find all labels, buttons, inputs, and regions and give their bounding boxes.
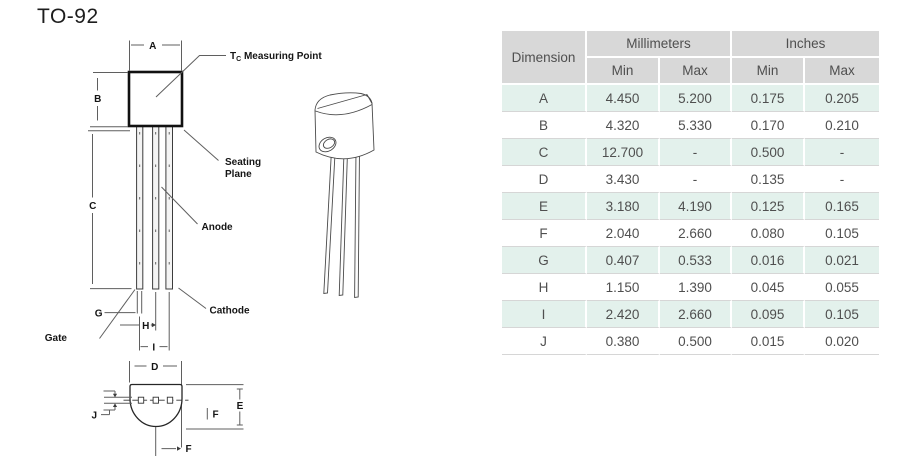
- page-title: TO-92: [37, 5, 99, 28]
- dim-label-d: D: [151, 361, 159, 373]
- cell-mm-max: 5.330: [660, 112, 732, 139]
- cell-dim: B: [502, 112, 587, 139]
- cell-mm-min: 3.430: [587, 166, 660, 193]
- cell-mm-max: 2.660: [660, 301, 732, 328]
- cell-dim: J: [502, 328, 587, 355]
- gate-label: Gate: [44, 333, 67, 344]
- gate-leader: [100, 290, 136, 339]
- cell-in-min: 0.016: [732, 247, 805, 274]
- table-row: [502, 193, 879, 220]
- cell-mm-min: 0.407: [587, 247, 660, 274]
- dim-label-j: J: [91, 410, 97, 422]
- cell-dim: A: [502, 85, 587, 112]
- cell-mm-min: 12.700: [587, 139, 660, 166]
- dim-label-i: I: [152, 342, 156, 354]
- table-row: [502, 220, 879, 247]
- table-row: [502, 274, 879, 301]
- dim-label-h: H: [142, 320, 150, 332]
- cell-dim: I: [502, 301, 587, 328]
- cell-mm-max: 1.390: [660, 274, 732, 301]
- cell-mm-max: -: [660, 166, 732, 193]
- cell-in-max: 0.105: [805, 220, 879, 247]
- cell-dim: C: [502, 139, 587, 166]
- cell-mm-min: 0.380: [587, 328, 660, 355]
- cell-dim: G: [502, 247, 587, 274]
- cell-in-max: 0.105: [805, 301, 879, 328]
- cell-in-max: 0.210: [805, 112, 879, 139]
- table-row: [502, 166, 879, 193]
- cell-in-max: -: [805, 166, 879, 193]
- cathode-leader: [179, 288, 207, 309]
- cell-mm-max: 0.533: [660, 247, 732, 274]
- cell-in-max: 0.021: [805, 247, 879, 274]
- cell-mm-max: 2.660: [660, 220, 732, 247]
- header-group-millimeters: Millimeters: [587, 31, 732, 58]
- header-in-max: Max: [805, 58, 879, 85]
- dim-label-e: E: [236, 401, 244, 412]
- package-body-bottom: [130, 385, 182, 427]
- package-3d-sketch: [315, 93, 374, 298]
- cell-in-max: -: [805, 139, 879, 166]
- cathode-label: Cathode: [209, 305, 250, 317]
- seating-plane-label-line1: Seating: [225, 157, 262, 168]
- front-leads: [137, 125, 173, 289]
- cell-in-min: 0.170: [732, 112, 805, 139]
- table-row: [502, 112, 879, 139]
- dim-label-f-bottom: F: [185, 444, 192, 456]
- front-view-drawing: [88, 41, 226, 354]
- dim-label-g: G: [94, 308, 103, 320]
- tc-rest: Measuring Point: [241, 51, 322, 62]
- dim-label-a: A: [149, 40, 157, 52]
- cell-in-min: 0.175: [732, 85, 805, 112]
- cell-mm-min: 2.040: [587, 220, 660, 247]
- header-mm-min: Min: [587, 58, 660, 85]
- cell-mm-max: 4.190: [660, 193, 732, 220]
- bottom-view-drawing: [101, 361, 244, 456]
- cell-in-max: 0.205: [805, 85, 879, 112]
- cell-in-max: 0.165: [805, 193, 879, 220]
- cell-mm-min: 4.320: [587, 112, 660, 139]
- cell-in-min: 0.015: [732, 328, 805, 355]
- tc-subscript: C: [236, 56, 242, 64]
- cell-in-max: 0.020: [805, 328, 879, 355]
- cell-mm-min: 4.450: [587, 85, 660, 112]
- cell-in-min: 0.080: [732, 220, 805, 247]
- table-row: [502, 328, 879, 355]
- dimension-table: [502, 31, 879, 355]
- dim-label-f-side: F: [212, 409, 219, 421]
- seating-plane-leader: [184, 130, 219, 161]
- cell-mm-max: 5.200: [660, 85, 732, 112]
- dim-label-c: C: [89, 200, 97, 212]
- tc-measuring-point-label: [230, 51, 322, 63]
- table-row: [502, 247, 879, 274]
- cell-in-max: 0.055: [805, 274, 879, 301]
- cell-in-min: 0.135: [732, 166, 805, 193]
- table-row: [502, 139, 879, 166]
- header-in-min: Min: [732, 58, 805, 85]
- header-group-inches: Inches: [732, 31, 879, 58]
- cell-in-min: 0.500: [732, 139, 805, 166]
- table-row: [502, 301, 879, 328]
- cell-mm-min: 3.180: [587, 193, 660, 220]
- cell-dim: H: [502, 274, 587, 301]
- seating-plane-label-line2: Plane: [225, 169, 252, 180]
- cell-mm-max: -: [660, 139, 732, 166]
- header-mm-max: Max: [660, 58, 732, 85]
- tc-t: T: [230, 51, 237, 62]
- cell-dim: F: [502, 220, 587, 247]
- table-header: [502, 31, 879, 85]
- header-dimension: Dimension: [502, 31, 587, 85]
- cell-in-min: 0.095: [732, 301, 805, 328]
- cell-in-min: 0.125: [732, 193, 805, 220]
- cell-mm-min: 1.150: [587, 274, 660, 301]
- table-row: [502, 85, 879, 112]
- cell-mm-min: 2.420: [587, 301, 660, 328]
- anode-label: Anode: [201, 222, 233, 233]
- cell-dim: E: [502, 193, 587, 220]
- cell-mm-max: 0.500: [660, 328, 732, 355]
- cell-dim: D: [502, 166, 587, 193]
- dim-label-b: B: [94, 93, 102, 105]
- cell-in-min: 0.045: [732, 274, 805, 301]
